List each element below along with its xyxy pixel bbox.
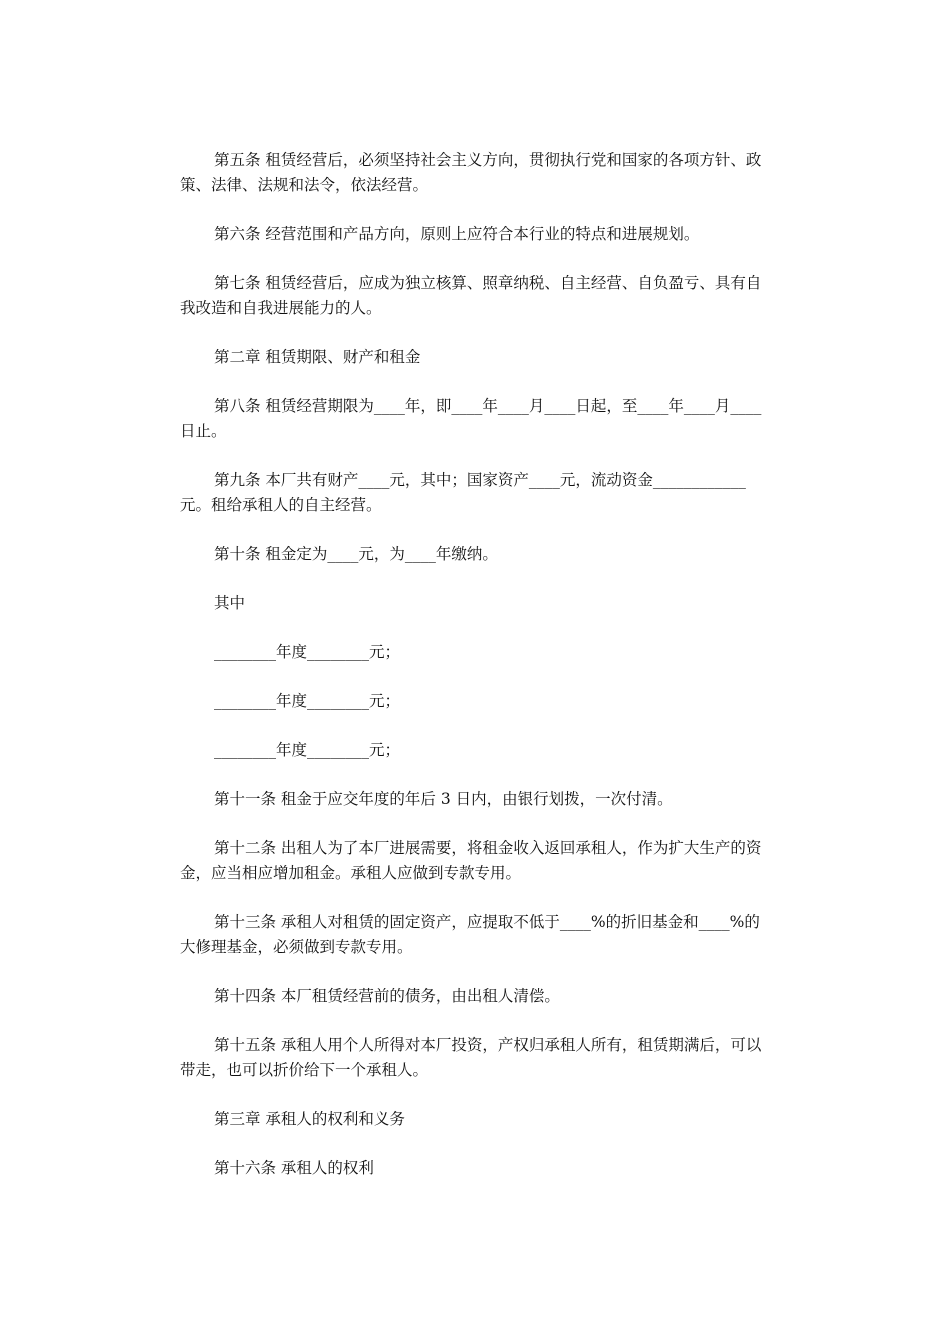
article-12: 第十二条 出租人为了本厂进展需要，将租金收入返回承租人，作为扩大生产的资金，应当相应增加租金。承租人应做到专款专用。: [180, 839, 762, 882]
article-8: 第八条 租赁经营期限为____年，即____年____月____日起，至____年____月____日止。: [180, 397, 762, 440]
article-10: 第十条 租金定为____元，为____年缴纳。: [214, 545, 498, 563]
chapter-2-heading: 第二章 租赁期限、财产和租金: [214, 348, 421, 366]
annual-rent-line-3: ________年度________元；: [214, 741, 401, 759]
article-7: 第七条 租赁经营后，应成为独立核算、照章纳税、自主经营、自负盈亏、具有自我改造和自我进展能力的人。: [180, 274, 762, 317]
article-15: 第十五条 承租人用个人所得对本厂投资，产权归承租人所有，租赁期满后，可以带走，也可以折价给下一个承租人。: [180, 1036, 762, 1079]
article-13: 第十三条 承租人对租赁的固定资产，应提取不低于____%的折旧基金和____%的大修理基金，必须做到专款专用。: [180, 913, 760, 956]
annual-rent-line-2: ________年度________元；: [214, 692, 401, 710]
document-body: [180, 148, 772, 1205]
chapter-3-heading: 第三章 承租人的权利和义务: [214, 1110, 405, 1128]
article-5: 第五条 租赁经营后，必须坚持社会主义方向，贯彻执行党和国家的各项方针、政策、法律、法规和法令，依法经营。: [180, 151, 762, 194]
article-14: 第十四条 本厂租赁经营前的债务，由出租人清偿。: [214, 987, 560, 1005]
article-6: 第六条 经营范围和产品方向，原则上应符合本行业的特点和进展规划。: [214, 225, 700, 243]
annual-rent-line-1: ________年度________元；: [214, 643, 401, 661]
article-9: 第九条 本厂共有财产____元，其中；国家资产____元，流动资金____________元。租给承租人的自主经营。: [180, 471, 746, 514]
among-which-label: 其中: [214, 594, 246, 612]
article-16: 第十六条 承租人的权利: [214, 1159, 374, 1177]
article-11: 第十一条 租金于应交年度的年后 3 日内，由银行划拨，一次付清。: [214, 790, 673, 808]
